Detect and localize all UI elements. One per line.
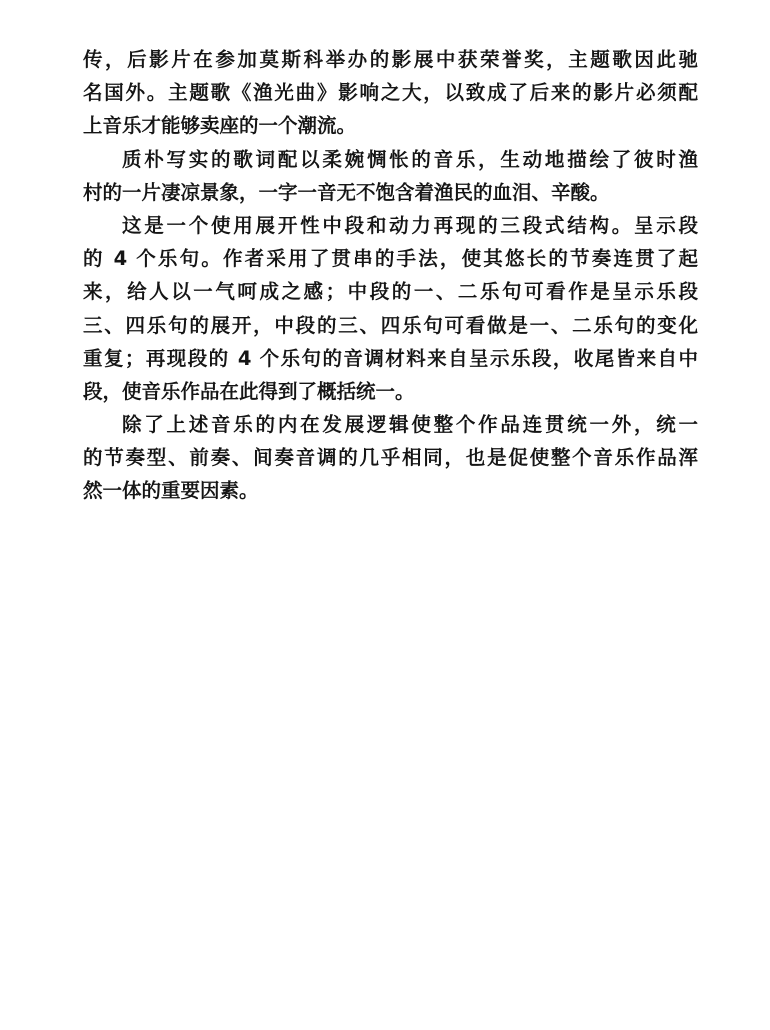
text-line: 上音乐才能够卖座的一个潮流。 (83, 114, 357, 138)
text-line: 来，给人以一气呵成之感；中段的一、二乐句可看作是呈示乐段 (83, 280, 698, 304)
text-line: 除了上述音乐的内在发展逻辑使整个作品连贯统一外，统一 (122, 413, 698, 437)
text-line: 这是一个使用展开性中段和动力再现的三段式结构。呈示段 (122, 213, 698, 237)
paragraph-3 (83, 209, 698, 408)
text-line: 的 4 个乐句。作者采用了贯串的手法，使其悠长的节奏连贯了起 (83, 247, 698, 271)
paragraph-2 (83, 143, 698, 209)
text-line: 然一体的重要因素。 (83, 479, 259, 503)
paragraph-1 (83, 43, 698, 143)
text-line: 名国外。主题歌《渔光曲》影响之大，以致成了后来的影片必须配 (83, 81, 698, 105)
text-line: 传，后影片在参加莫斯科举办的影展中获荣誉奖，主题歌因此驰 (83, 48, 698, 71)
text-line: 重复；再现段的 4 个乐句的音调材料来自呈示乐段，收尾皆来自中 (83, 346, 698, 370)
paragraph-4 (83, 408, 698, 508)
text-line: 的节奏型、前奏、间奏音调的几乎相同，也是促使整个音乐作品浑 (83, 446, 698, 470)
text-line: 三、四乐句的展开，中段的三、四乐句可看做是一、二乐句的变化 (83, 313, 698, 337)
body-text (83, 43, 698, 508)
text-line: 村的一片凄凉景象，一字一音无不饱含着渔民的血泪、辛酸。 (83, 180, 610, 204)
text-line: 质朴写实的歌词配以柔婉惆怅的音乐，生动地描绘了彼时渔 (122, 147, 698, 171)
text-line: 段，使音乐作品在此得到了概括统一。 (83, 379, 415, 403)
